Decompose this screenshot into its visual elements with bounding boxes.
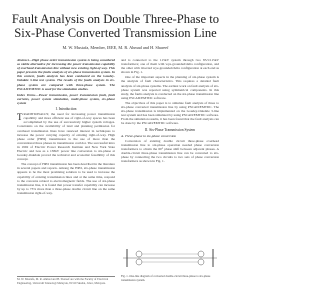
right-paragraph-2: One of the important aspects in the planning of six-phase system is the analysis of fault characteristics. This requires a detailed fault analysis of six-phase systems. The earliest work on fault analysis of six-phase system was reported using symmetrical components. In this study, the faults analysis is conducted on the six-phase transmission line using PSCAD/EMTDC software.: [121, 75, 219, 100]
figure-one-line-diagram: [121, 243, 219, 273]
subsection-a-heading: A. Three-phase to six-phase conversion: [121, 133, 177, 138]
paper-title: Fault Analysis on Double Three-Phase to Six-Phase Converted Transmission Line: [11, 12, 220, 40]
intro-paragraph-2: The concept of HPO transmission has been described in the literature in several papers and reports. Among the HPO, six-phase transmission appears to be the most promising solution to be used to increase the capability of existing transmission lines and at the same time, respond to the concerns related to electromagnetic fields. The use of six-phase transmission line, it is found that power transfer capability can increase by up to 73% more than a three-phase double circuit line on the same transmission right-of-way.: [17, 162, 115, 195]
index-terms: Index Terms—Power transmission, power transmission fault, fault currents, power system simulation, multi-phase system, six-phase system: [17, 92, 115, 105]
right-column: [121, 58, 219, 164]
section-introduction-heading: I. Introduction: [55, 107, 77, 112]
intro-paragraph-1: [17, 112, 115, 161]
paper-authors: M. W. Mustafa, Member, IEEE, M. R. Ahmad and H. Shareef: [62, 45, 169, 50]
intro-paragraph-1-text: RADITIONALLY, the need for increasing power transmission capability and more efficient use of right-of-way spaces has been accomplished by the use of successively higher system voltages. Constraints on the availability of land and planning permission for overhead transmission lines have renewed interest in techniques to increase the power carrying capacity of existing right-of-way. High phase order (HPO) transmission is the use of more than the conventional three phases in transmission corridor. The successful intro in 1992 of Electric Power Research Institute and New York State Electric and Gas as a 138kV power line conversion to six-phase at Goudey-Oakdale proved the technical and economic feasibility of this concept.: [17, 112, 115, 162]
figure-caption: Fig. 1. One-line diagram of converted double-circuit three-phase to six-phase transmission system.: [121, 274, 211, 282]
author-footnote: M. W. Mustafa, M. R. Ahmad and H. Shareef are with the Faculty of Electrical Engineering, Universiti Teknologi Malaysia, 81310 Skudai, Johor, Malaysia.: [17, 276, 115, 285]
left-column: [17, 58, 115, 196]
right-transformer-b: [198, 259, 204, 265]
right-paragraph-1: and is connected to the 115kV system through two 83.5/115kV transformers; one of them with wye-grounded/delta configuration, and the other with inverted wye-grounded/delta configuration at each end as shown in Fig. 1.: [121, 58, 219, 75]
left-transformer-a: [136, 251, 142, 257]
one-line-diagram-svg: [121, 243, 219, 273]
abstract: Abstract—High phase order transmission system is being considered as viable alternative for increasing the power transmission capability of overhead transmission line without new existing right-of-way. This paper presents the faults analysis of six-phase transmission system. In this context, faults analysis has been conducted on the Goudey-Oakdale 3-line test system. The results of the faults analysis in six-phase system are compared with three-phase system. The PSCAD/EMTDC is used for the simulation studies.: [17, 58, 115, 91]
drop-cap: T: [17, 111, 23, 122]
right-paragraph-3: The objectives of this paper is to simulate fault analysis of three to six-phase converted transmission line by using PSCAD/EMTDC. The six-phase transmission is implemented on the Goudey-Oakdale 3-line test system and has been simulated by using PSCAD/EMTDC software. From the simulation results, it has been found that the fault analysis can be done by the PSCAD/EMTDC software.: [121, 100, 219, 126]
right-transformer-a: [198, 251, 204, 257]
section-six-phase-heading: II. Six-Phase Transmission System: [144, 127, 196, 132]
right-paragraph-4: Conversion of existing double circuit three-phase overhead transmission line to six-phase operation needed phase conversion transformers to obtain the 60° phase shift between adjacent phases. A double-circuit three-phase transmission line can be converted to six-phase by connecting the two circuits to two sets of phase conversion transformers as shown in Fig. 1.: [121, 138, 219, 164]
left-transformer-b: [136, 259, 142, 265]
